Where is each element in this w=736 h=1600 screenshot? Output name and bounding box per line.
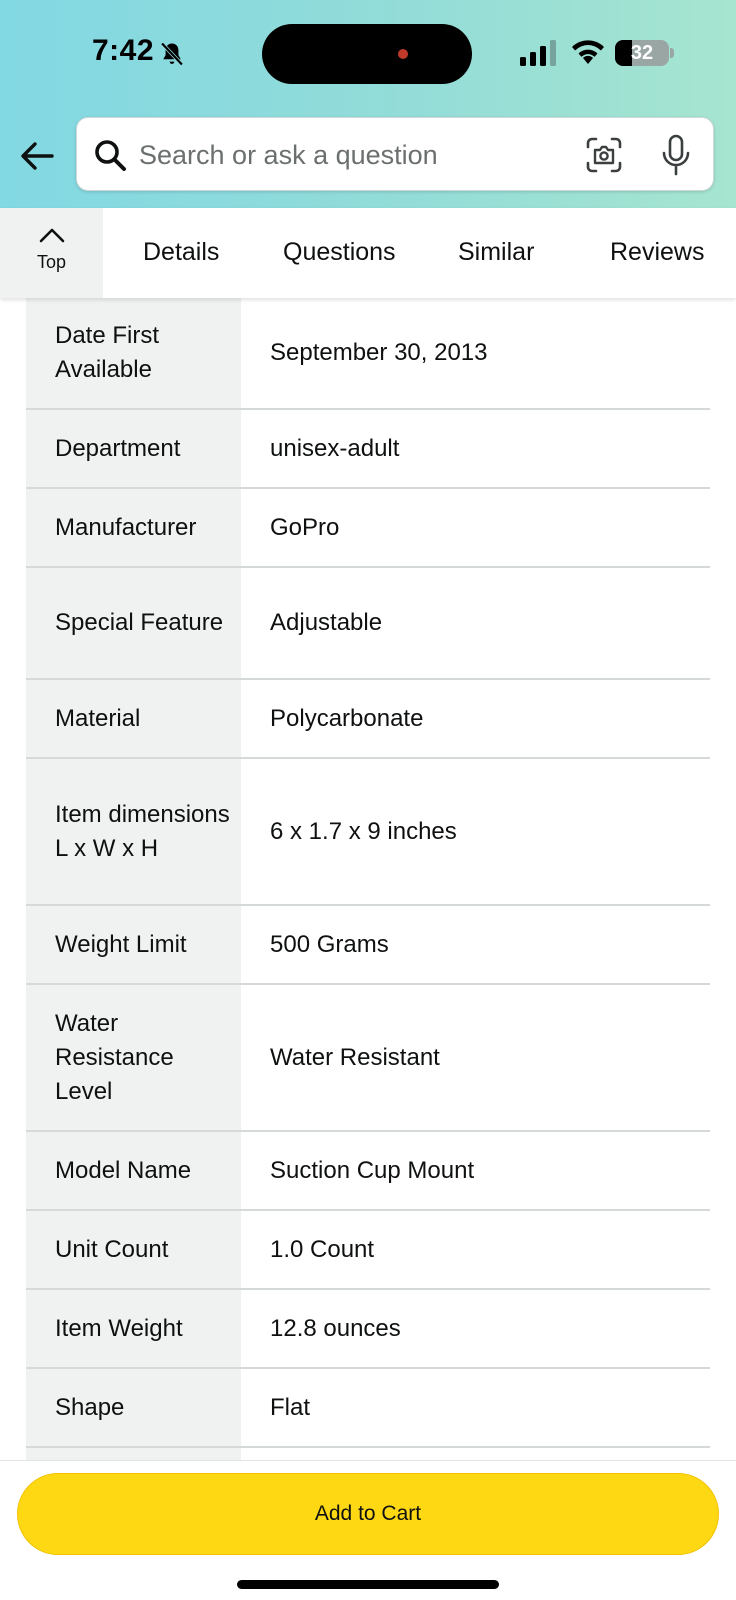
signal-icon [520, 40, 558, 66]
bell-slash-icon [158, 40, 186, 68]
battery-cap [670, 48, 674, 58]
row-key: Unit Count [26, 1211, 241, 1288]
row-value: 500 Grams [270, 930, 389, 958]
row-value: GoPro [270, 513, 340, 541]
header [0, 0, 736, 208]
row-key: Department [26, 410, 241, 487]
row-value: 12.8 ounces [270, 1314, 401, 1342]
row-key: Manufacturer [26, 489, 241, 566]
status-time: 7:42 [92, 34, 155, 67]
row-value: Flat [270, 1393, 311, 1421]
row-key: Special Feature [26, 568, 241, 678]
row-value: 6 x 1.7 x 9 inches [270, 817, 457, 845]
search-input[interactable] [139, 130, 559, 180]
row-value: Adjustable [270, 609, 383, 636]
row-key: Model Name [26, 1132, 241, 1209]
battery-level: 32 [630, 41, 654, 64]
search-bar[interactable] [76, 117, 714, 191]
table-row [26, 410, 710, 489]
row-key [26, 1448, 241, 1460]
bottom-action-bar [0, 1460, 736, 1600]
status-bar [0, 0, 736, 100]
dynamic-island [262, 24, 472, 84]
row-key: Shape [26, 1369, 241, 1446]
row-key: Item Weight [26, 1290, 241, 1367]
back-arrow-icon[interactable] [18, 136, 58, 176]
row-value: September 30, 2013 [270, 339, 488, 366]
table-row [26, 759, 710, 906]
table-row [26, 1211, 710, 1290]
back-to-top-button[interactable] [0, 208, 103, 298]
back-to-top-label: Top [36, 252, 67, 272]
table-row [26, 985, 710, 1132]
row-key: Weight Limit [26, 906, 241, 983]
row-key: Date First Available [26, 298, 241, 408]
table-row [26, 1369, 710, 1448]
row-value: unisex-adult [270, 434, 400, 462]
table-row [26, 1132, 710, 1211]
table-row [26, 489, 710, 568]
search-icon [93, 138, 127, 172]
row-key: Material [26, 680, 241, 757]
battery-icon [615, 40, 669, 66]
table-row [26, 680, 710, 759]
table-row [26, 568, 710, 680]
table-row [26, 298, 710, 410]
table-row [26, 906, 710, 985]
row-value: Water Resistant [270, 1043, 440, 1071]
tab-similar[interactable]: Similar [458, 238, 535, 266]
row-value: Polycarbonate [270, 704, 424, 732]
add-to-cart-button[interactable]: Add to Cart [17, 1473, 719, 1555]
chevron-up-icon [38, 226, 66, 244]
home-indicator[interactable] [237, 1580, 499, 1589]
tab-details[interactable]: Details [143, 238, 220, 266]
table-row [26, 1448, 710, 1460]
row-value: 1.0 Count [270, 1235, 375, 1263]
microphone-icon[interactable] [661, 134, 691, 176]
product-details-table [26, 298, 710, 1460]
row-key: Water Resistance Level [26, 985, 241, 1130]
camera-indicator-dot [398, 49, 408, 59]
wifi-icon [570, 38, 606, 66]
camera-scan-icon[interactable] [585, 136, 623, 174]
section-nav [0, 208, 736, 298]
row-value: Suction Cup Mount [270, 1156, 475, 1184]
row-value [241, 1448, 710, 1460]
tab-questions[interactable]: Questions [283, 238, 396, 266]
table-row [26, 1290, 710, 1369]
row-key: Item dimensions L x W x H [26, 759, 241, 904]
tab-reviews[interactable]: Reviews [610, 238, 705, 266]
